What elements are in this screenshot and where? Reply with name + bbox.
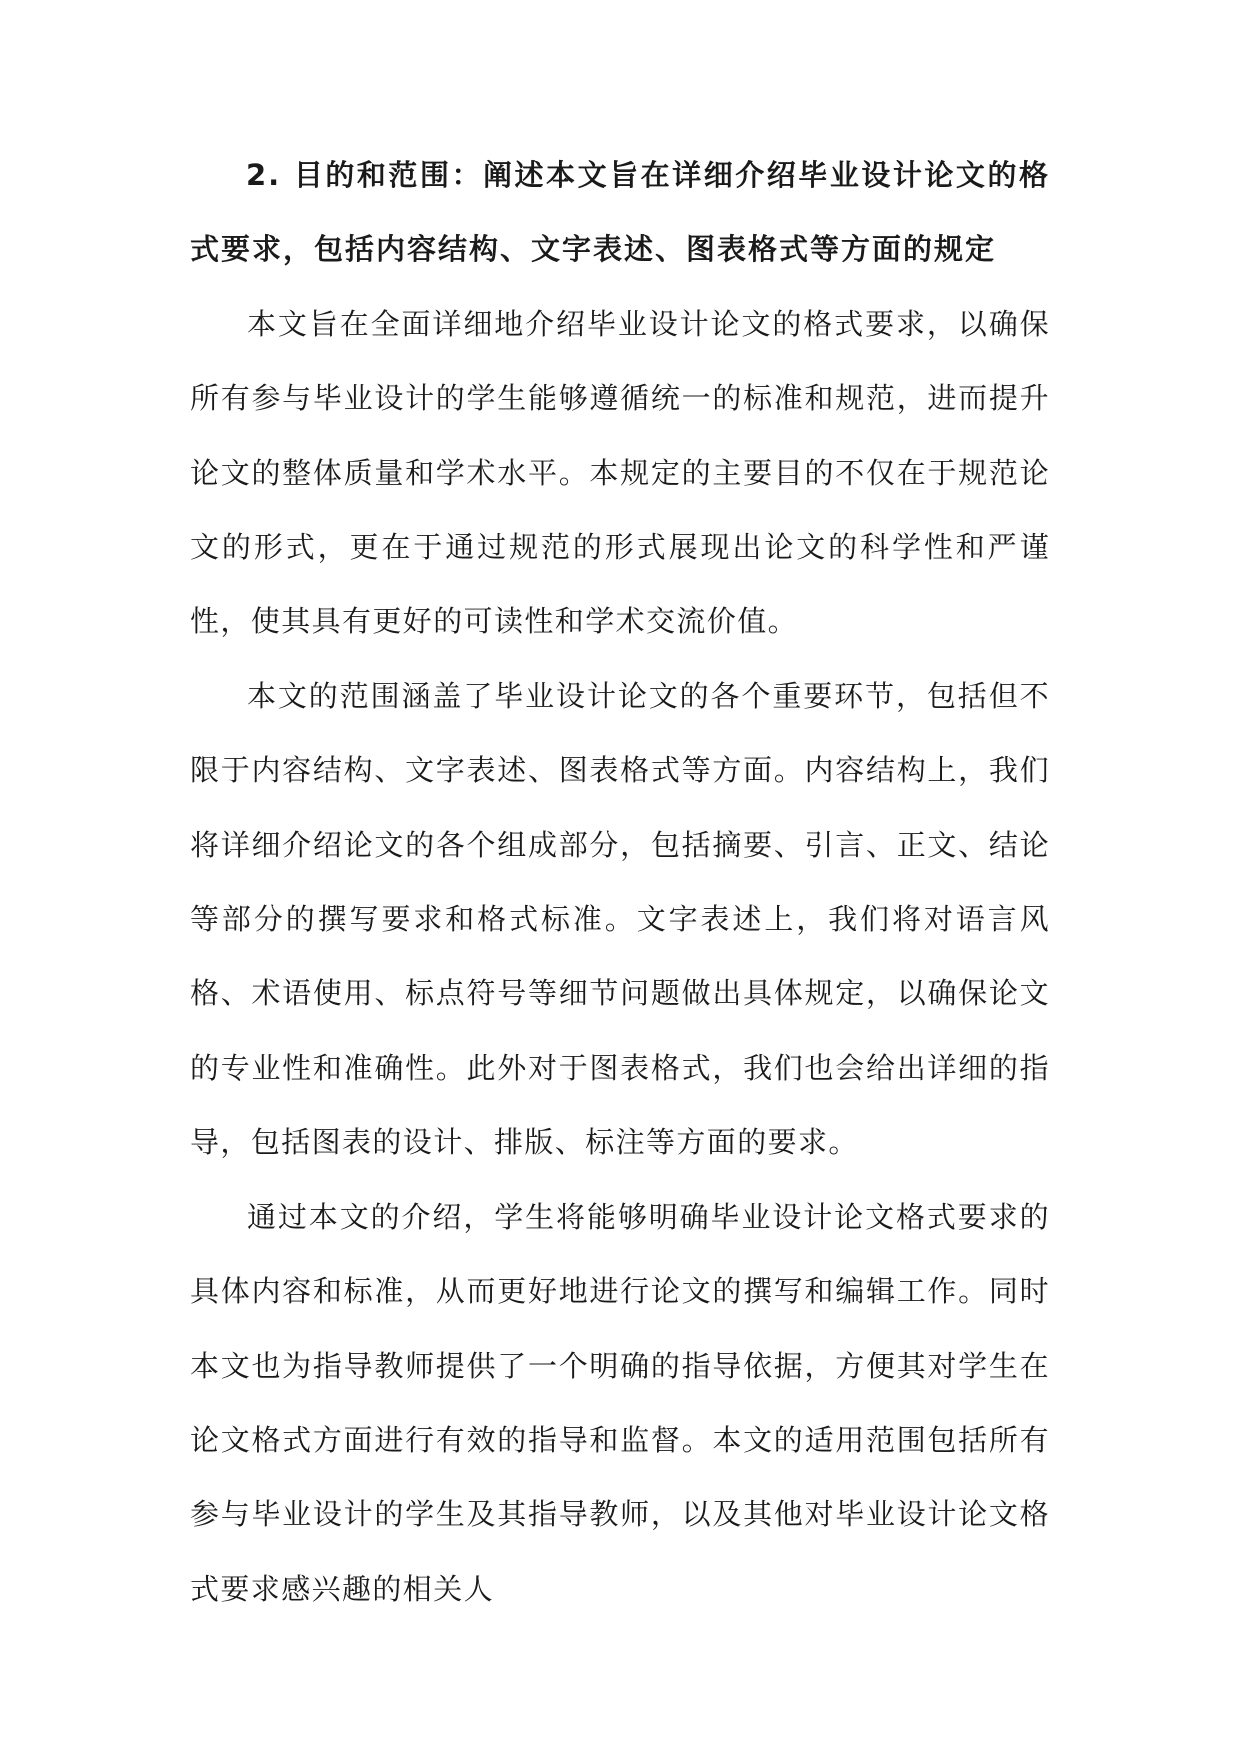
section-heading: 2. 目的和范围：阐述本文旨在详细介绍毕业设计论文的格式要求，包括内容结构、文字表述、图表格式等方面的规定 bbox=[190, 158, 1050, 267]
document-body bbox=[190, 138, 1050, 1626]
paragraph-benefits: 通过本文的介绍，学生将能够明确毕业设计论文格式要求的具体内容和标准，从而更好地进行论文的撰写和编辑工作。同时本文也为指导教师提供了一个明确的指导依据，方便其对学生在论文格式方面进行有效的指导和监督。本文的适用范围包括所有参与毕业设计的学生及其指导教师，以及其他对毕业设计论文格式要求感兴趣的相关人 bbox=[190, 1199, 1050, 1606]
paragraph-scope: 本文的范围涵盖了毕业设计论文的各个重要环节，包括但不限于内容结构、文字表述、图表格式等方面。内容结构上，我们将详细介绍论文的各个组成部分，包括摘要、引言、正文、结论等部分的撰写要求和格式标准。文字表述上，我们将对语言风格、术语使用、标点符号等细节问题做出具体规定，以确保论文的专业性和准确性。此外对于图表格式，我们也会给出详细的指导，包括图表的设计、排版、标注等方面的要求。 bbox=[190, 678, 1050, 1160]
paragraph-purpose: 本文旨在全面详细地介绍毕业设计论文的格式要求，以确保所有参与毕业设计的学生能够遵循统一的标准和规范，进而提升论文的整体质量和学术水平。本规定的主要目的不仅在于规范论文的形式，更在于通过规范的形式展现出论文的科学性和严谨性，使其具有更好的可读性和学术交流价值。 bbox=[190, 306, 1050, 639]
